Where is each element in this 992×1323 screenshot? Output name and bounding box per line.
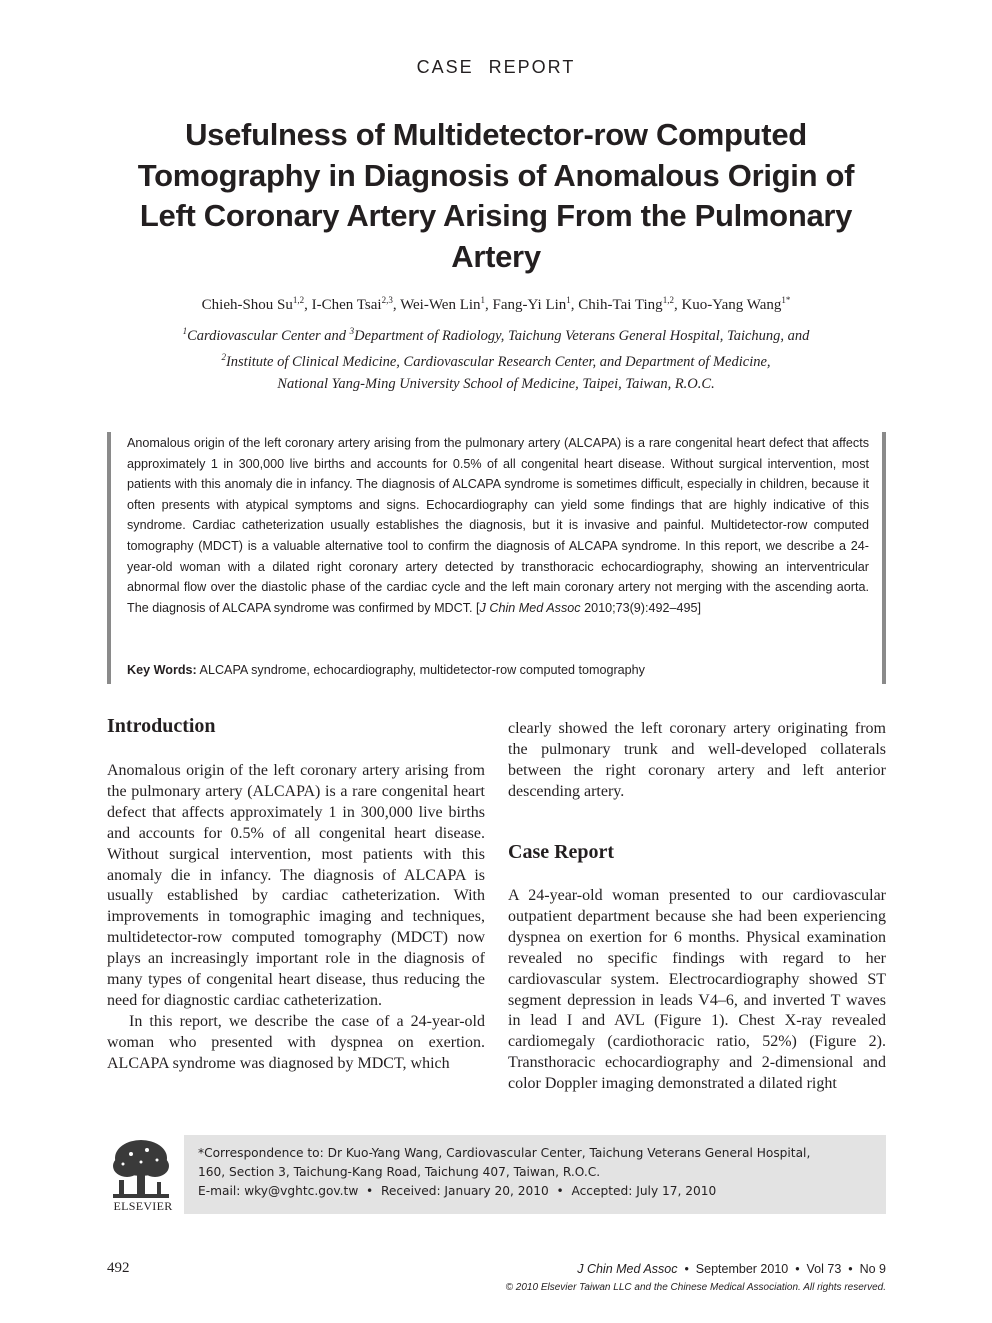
abstract-body: Anomalous origin of the left coronary artery arising from the pulmonary artery (ALCAPA) is a rare congenital heart defect that affects approximately 1 in 300,000 live births and accounts for 0.5% of all congenital heart disease. Without surgical intervention, most patients with this anomaly die in infancy. The diagnosis of ALCAPA syndrome is sometimes difficult, especially in children, because it often presents with atypical symptoms and signs. Echocardiography can yield some findings that are highly indicative of this syndrome. Cardiac catheterization usually establishes the diagnosis, but it is invasive and painful. Multidetector-row computed tomography (MDCT) is a valuable alternative tool to confirm the diagnosis of ALCAPA syndrome. In this report, we describe a 24-year-old woman with a dilated right coronary artery detected by transthoracic echocardiography, showing an interventricular abnormal flow over the diastolic phase of the cardiac cycle and the left main coronary artery not merging with the ascending aorta. The diagnosis of ALCAPA syndrome was confirmed by MDCT. xyxy=(127,436,869,615)
abstract-text xyxy=(127,433,869,618)
author-name: Kuo-Yang Wang xyxy=(681,297,782,313)
affiliation-sup: 3 xyxy=(349,326,355,336)
author-name: Chieh-Shou Su xyxy=(201,297,293,313)
correspondence-line-2: 160, Section 3, Taichung-Kang Road, Taichung 407, Taiwan, R.O.C. xyxy=(198,1165,601,1180)
affiliation-line-3: National Yang-Ming University School of Medicine, Taipei, Taiwan, R.O.C. xyxy=(277,375,715,392)
publisher-logo-text: ELSEVIER xyxy=(113,1199,173,1213)
footer-date: September 2010 xyxy=(695,1262,789,1276)
affiliation-text: Department of Radiology, Taichung Veterans General Hospital, Taichung, and xyxy=(354,327,810,344)
intro-paragraph-2: In this report, we describe the case of a 24-year-old woman who presented with dyspnea on exertion. ALCAPA syndrome was diagnosed by MDCT, which xyxy=(107,1012,485,1072)
citation-journal: J Chin Med Assoc xyxy=(479,600,581,615)
case-report-heading: Case Report xyxy=(508,841,615,863)
affiliation-sup: 2 xyxy=(221,352,226,363)
section-label: CASE REPORT xyxy=(416,57,576,77)
abstract-box xyxy=(107,432,886,684)
correspondence-box xyxy=(184,1135,886,1214)
author-affiliation-sup: 1,2 xyxy=(662,295,674,305)
introduction-heading: Introduction xyxy=(107,715,216,737)
right-column-case xyxy=(508,886,886,1095)
footer-volume: Vol 73 xyxy=(806,1262,842,1276)
intro-paragraph-1: Anomalous origin of the left coronary artery arising from the pulmonary artery (ALCAPA) is a rare congenital heart defect that affects approximately 1 in 300,000 live births and accounts for 0.5% of all congenital heart disease. Without surgical intervention, most patients with this anomaly die in infancy. The diagnosis of ALCAPA is usually established by cardiac catheterization. With improvements in tomographic imaging and techniques, multidetector-row computed tomography (MDCT) now plays an increasingly important role in the diagnosis of many types of congenital heart disease, thus reducing the need for diagnostic cardiac catheterization. xyxy=(107,762,485,1009)
bullet-separator: • xyxy=(795,1262,800,1276)
journal-citation-line xyxy=(577,1262,886,1276)
author-name: Chih-Tai Ting xyxy=(578,297,663,313)
correspondence-text xyxy=(198,1144,878,1202)
affiliation-text: Cardiovascular Center and xyxy=(187,327,350,344)
footer-journal: J Chin Med Assoc xyxy=(577,1262,678,1276)
affiliation-line-1 xyxy=(0,321,992,347)
citation-details: 2010;73(9):492–495] xyxy=(580,600,702,615)
bullet-separator: • xyxy=(556,1184,564,1199)
keywords-list: ALCAPA syndrome, echocardiography, multidetector-row computed tomography xyxy=(196,663,645,677)
copyright-notice: © 2010 Elsevier Taiwan LLC and the Chinese Medical Association. All rights reserved. xyxy=(505,1282,886,1293)
accepted-date: Accepted: July 17, 2010 xyxy=(571,1184,717,1199)
keywords xyxy=(127,663,869,677)
case-paragraph-1: A 24-year-old woman presented to our cardiovascular outpatient department because she had been experiencing dyspnea on exertion for 6 months. Physical examination revealed no specific findings with regard to her cardiovascular system. Electrocardiography showed ST segment depression in leads V4–6, and inverted T waves in lead I and AVL (Figure 1). Chest X-ray revealed cardiomegaly (cardiothoracic ratio, 52%) (Figure 2). Transthoracic echocardiography and 2-dimensional and color Doppler imaging demonstrated a dilated right xyxy=(508,887,886,1093)
page-number: 492 xyxy=(107,1260,130,1276)
bullet-separator: • xyxy=(684,1262,689,1276)
author-affiliation-sup: 2,3 xyxy=(381,295,393,305)
footer-issue: No 9 xyxy=(859,1262,886,1276)
author-affiliation-sup: 1,2 xyxy=(292,295,305,305)
article-title: Usefulness of Multidetector-row Computed Tomography in Diagnosis of Anomalous Origin of Left Coronary Artery Arising From the Pulmonary Artery xyxy=(137,117,855,274)
author-affiliation-sup: 1 xyxy=(480,295,486,305)
affiliation-text: Institute of Clinical Medicine, Cardiovascular Research Center, and Department of Medicine, xyxy=(225,354,771,371)
author-name: Fang-Yi Lin xyxy=(492,297,567,313)
author-affiliation-sup: 1 xyxy=(566,295,571,305)
affiliations xyxy=(0,321,992,395)
right-column-top xyxy=(508,719,886,803)
intro-paragraph-2-continued: clearly showed the left coronary artery originating from the pulmonary trunk and well-developed collaterals between the right coronary artery and left anterior descending artery. xyxy=(508,720,886,800)
keywords-label: Key Words: xyxy=(127,663,197,677)
left-column xyxy=(107,761,485,1075)
correspondence-line-3 xyxy=(198,1182,878,1201)
received-date: Received: January 20, 2010 xyxy=(381,1184,549,1199)
bullet-separator: • xyxy=(366,1184,374,1199)
affiliation-sup: 1 xyxy=(182,326,188,336)
email: E-mail: wky@vghtc.gov.tw xyxy=(198,1184,359,1199)
author-affiliation-sup: 1* xyxy=(781,295,791,305)
bullet-separator: • xyxy=(848,1262,853,1276)
author-name: I-Chen Tsai xyxy=(311,297,382,313)
citation-bracket: [ xyxy=(472,600,480,615)
affiliation-line-2 xyxy=(0,347,992,373)
correspondence-line-1: *Correspondence to: Dr Kuo-Yang Wang, Cardiovascular Center, Taichung Veterans General Hospital, xyxy=(198,1146,811,1160)
author-name: Wei-Wen Lin xyxy=(400,297,481,313)
author-list: Chieh-Shou Su$^{1,2}$, I-Chen Tsai$^{2,3}$, Wei-Wen Lin$^1$, Fang-Yi Lin$^1$, Chih-Tai Ting$^{1,2}$, Kuo-Yang Wang$^{1*}$ xyxy=(201,295,791,313)
